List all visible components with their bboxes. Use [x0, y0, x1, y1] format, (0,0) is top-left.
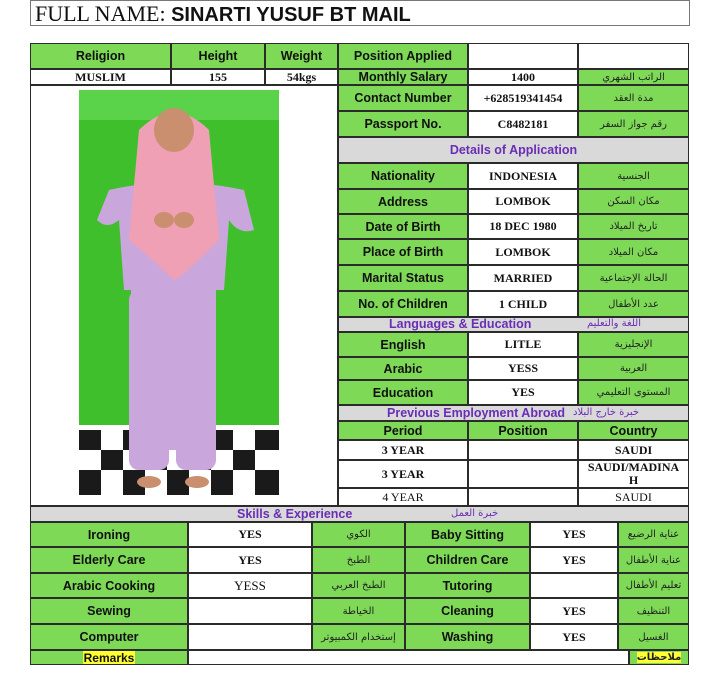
place-of-birth-arabic: مكان الميلاد	[578, 239, 689, 265]
skill-baby-sitting-arabic: عناية الرضيع	[618, 522, 689, 547]
skill-arabic-cooking-label: Arabic Cooking	[30, 573, 188, 598]
skill-ironing-value: YES	[188, 522, 312, 547]
children-value: 1 CHILD	[468, 291, 578, 317]
height-label: Height	[171, 43, 265, 69]
languages-section-arabic: اللغة والتعليم	[587, 318, 641, 329]
period-column-header: Period	[338, 421, 468, 440]
employment-row-2-position	[468, 460, 578, 488]
arabic-arabic: العربية	[578, 357, 689, 380]
height-value: 155	[171, 69, 265, 85]
english-arabic: الإنجليزية	[578, 332, 689, 357]
position-applied-label: Position Applied	[338, 43, 468, 69]
employment-section-arabic: خبرة خارج البلاد	[573, 407, 640, 418]
position-applied-value	[468, 43, 578, 69]
skill-sewing-value	[188, 598, 312, 624]
marital-status-label: Marital Status	[338, 265, 468, 291]
employment-row-2-country	[578, 460, 689, 488]
passport-label: Passport No.	[338, 111, 468, 137]
address-value: LOMBOK	[468, 189, 578, 214]
nationality-value: INDONESIA	[468, 163, 578, 189]
applicant-photo	[79, 90, 279, 495]
skill-elderly-care-arabic: الطبخ	[312, 547, 405, 573]
skill-arabic-cooking-arabic: الطبخ العربي	[312, 573, 405, 598]
employment-section-header	[338, 405, 689, 421]
employment-row-2-country-line2: H	[628, 473, 639, 487]
date-of-birth-value: 18 DEC 1980	[468, 214, 578, 239]
children-arabic: عدد الأطفال	[578, 291, 689, 317]
skill-tutoring-label: Tutoring	[405, 573, 530, 598]
children-label: No. of Children	[338, 291, 468, 317]
contact-number-label: Contact Number	[338, 85, 468, 111]
contact-number-value: +628519341454	[468, 85, 578, 111]
employment-section-title: Previous Employment Abroad	[387, 406, 566, 420]
skill-baby-sitting-label: Baby Sitting	[405, 522, 530, 547]
full-name-separator: :	[159, 1, 172, 26]
full-name-label: FULL NAME	[35, 1, 160, 26]
position-applied-arabic	[578, 43, 689, 69]
skill-children-care-arabic: عناية الأطفال	[618, 547, 689, 573]
passport-arabic: رقم جواز السفر	[578, 111, 689, 137]
education-label: Education	[338, 380, 468, 405]
weight-label: Weight	[265, 43, 338, 69]
passport-value: C8482181	[468, 111, 578, 137]
education-value: YES	[468, 380, 578, 405]
details-section-title: Details of Application	[338, 137, 689, 163]
full-name-line	[35, 1, 411, 28]
skill-sewing-arabic: الخياطة	[312, 598, 405, 624]
address-label: Address	[338, 189, 468, 214]
arabic-value: YESS	[468, 357, 578, 380]
remarks-label-cell	[30, 650, 188, 665]
skill-cleaning-arabic: التنظيف	[618, 598, 689, 624]
languages-section-header	[338, 317, 689, 332]
position-column-header: Position	[468, 421, 578, 440]
skill-computer-value	[188, 624, 312, 650]
skill-cleaning-value: YES	[530, 598, 618, 624]
full-name-title	[30, 0, 690, 26]
marital-status-value: MARRIED	[468, 265, 578, 291]
skills-section-header	[30, 506, 689, 522]
skill-ironing-label: Ironing	[30, 522, 188, 547]
skill-elderly-care-value: YES	[188, 547, 312, 573]
date-of-birth-label: Date of Birth	[338, 214, 468, 239]
english-value: LITLE	[468, 332, 578, 357]
weight-value: 54kgs	[265, 69, 338, 85]
arabic-label: Arabic	[338, 357, 468, 380]
employment-row-1-position	[468, 440, 578, 460]
skill-computer-label: Computer	[30, 624, 188, 650]
skill-ironing-arabic: الكوي	[312, 522, 405, 547]
applicant-photo-illustration	[79, 90, 279, 495]
skills-section-arabic: خبرة العمل	[451, 508, 499, 519]
employment-row-1-country: SAUDI	[578, 440, 689, 460]
employment-row-2-country-line1: SAUDI/MADINA	[587, 460, 680, 474]
contact-number-arabic: مدة العقد	[578, 85, 689, 111]
skill-arabic-cooking-value: YESS	[188, 573, 312, 598]
monthly-salary-label: Monthly Salary	[338, 69, 468, 85]
religion-value: MUSLIM	[30, 69, 171, 85]
date-of-birth-arabic: تاريخ الميلاد	[578, 214, 689, 239]
place-of-birth-label: Place of Birth	[338, 239, 468, 265]
remarks-arabic-cell	[629, 650, 689, 665]
skill-tutoring-arabic: تعليم الأطفال	[618, 573, 689, 598]
skill-children-care-value: YES	[530, 547, 618, 573]
skill-children-care-label: Children Care	[405, 547, 530, 573]
country-column-header: Country	[578, 421, 689, 440]
skill-washing-arabic: الغسيل	[618, 624, 689, 650]
english-label: English	[338, 332, 468, 357]
remarks-arabic: ملاحظات	[636, 652, 682, 663]
nationality-arabic: الجنسية	[578, 163, 689, 189]
remarks-value	[188, 650, 629, 665]
skill-washing-value: YES	[530, 624, 618, 650]
skills-section-title: Skills & Experience	[237, 507, 353, 521]
monthly-salary-value: 1400	[468, 69, 578, 85]
education-arabic: المستوى التعليمي	[578, 380, 689, 405]
religion-label: Religion	[30, 43, 171, 69]
skill-baby-sitting-value: YES	[530, 522, 618, 547]
skill-cleaning-label: Cleaning	[405, 598, 530, 624]
employment-row-3-period: 4 YEAR	[338, 488, 468, 506]
languages-section-title: Languages & Education	[389, 317, 532, 331]
employment-row-1-period: 3 YEAR	[338, 440, 468, 460]
skill-elderly-care-label: Elderly Care	[30, 547, 188, 573]
monthly-salary-arabic: الراتب الشهري	[578, 69, 689, 85]
skill-tutoring-value	[530, 573, 618, 598]
skill-sewing-label: Sewing	[30, 598, 188, 624]
employment-row-3-country: SAUDI	[578, 488, 689, 506]
place-of-birth-value: LOMBOK	[468, 239, 578, 265]
marital-status-arabic: الحالة الإجتماعية	[578, 265, 689, 291]
address-arabic: مكان السكن	[578, 189, 689, 214]
full-name-value: SINARTI YUSUF BT MAIL	[171, 4, 411, 26]
skill-washing-label: Washing	[405, 624, 530, 650]
remarks-label: Remarks	[83, 650, 135, 665]
employment-row-2-period: 3 YEAR	[338, 460, 468, 488]
nationality-label: Nationality	[338, 163, 468, 189]
employment-row-3-position	[468, 488, 578, 506]
skill-computer-arabic: إستخدام الكمبيوتر	[312, 624, 405, 650]
